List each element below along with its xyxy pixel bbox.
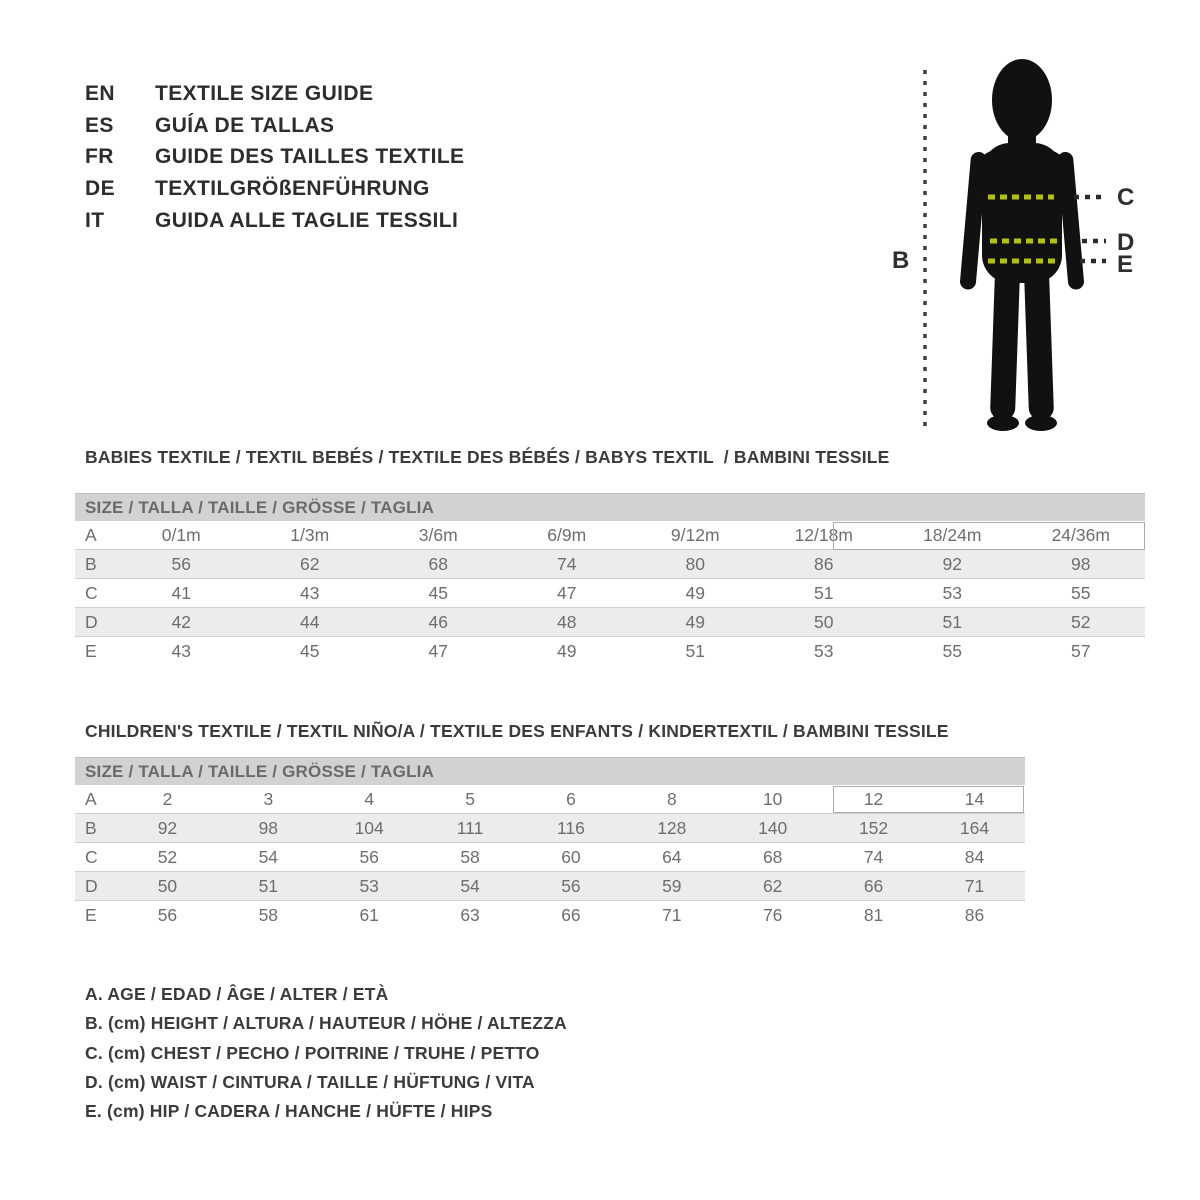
language-row-fr	[85, 142, 464, 174]
size-cell: 49	[557, 640, 577, 661]
size-cell: 14	[964, 788, 985, 809]
size-cell: 6	[566, 788, 576, 809]
row-label: B	[75, 814, 117, 843]
size-cell: 50	[117, 872, 218, 901]
size-cell: 4	[364, 788, 375, 809]
size-cell: 3	[263, 788, 274, 809]
row-label: A	[85, 524, 97, 545]
children-row-d	[75, 872, 1025, 901]
size-cell: 76	[762, 904, 783, 925]
size-cell: 111	[420, 814, 521, 843]
size-cell: 152	[823, 814, 924, 843]
size-cell: 49	[685, 582, 705, 603]
size-cell: 140	[722, 814, 823, 843]
size-cell: 61	[359, 904, 379, 925]
language-title: GUIDA ALLE TAGLIE TESSILI	[155, 209, 459, 233]
size-cell: 59	[621, 872, 722, 901]
size-cell: 56	[157, 904, 178, 925]
children-section-heading: CHILDREN'S TEXTILE / TEXTIL NIÑO/A / TEXTILE DES ENFANTS / KINDERTEXTIL / BAMBINI TESSILE	[85, 721, 949, 741]
size-cell: 58	[460, 846, 480, 867]
row-label: C	[85, 582, 98, 603]
size-cell: 51	[814, 582, 834, 603]
size-cell: 52	[157, 846, 178, 867]
size-cell: 84	[964, 846, 985, 867]
size-cell: 54	[258, 846, 279, 867]
legend-line-a: A. AGE / EDAD / ÂGE / ALTER / ETÀ	[85, 984, 389, 1005]
size-cell: 68	[374, 550, 503, 579]
children-size-header: SIZE / TALLA / TAILLE / GRÖSSE / TAGLIA	[75, 757, 1025, 785]
size-cell: 51	[888, 608, 1017, 637]
legend-line-e: E. (cm) HIP / CADERA / HANCHE / HÜFTE / HIPS	[85, 1101, 493, 1122]
children-row-c	[75, 843, 1025, 872]
size-cell: 43	[171, 640, 191, 661]
size-cell: 53	[319, 872, 420, 901]
babies-size-table	[75, 493, 1145, 665]
language-row-es	[85, 110, 464, 142]
child-silhouette	[959, 59, 1084, 431]
size-cell: 57	[1071, 640, 1091, 661]
size-cell: 0/1m	[161, 524, 201, 545]
children-row-b	[75, 814, 1025, 843]
babies-size-header: SIZE / TALLA / TAILLE / GRÖSSE / TAGLIA	[75, 493, 1145, 521]
size-cell: 71	[662, 904, 682, 925]
language-code: ES	[85, 113, 114, 137]
size-cell: 47	[428, 640, 448, 661]
size-cell: 12/18m	[794, 524, 853, 545]
size-cell: 56	[359, 846, 379, 867]
size-cell: 12	[863, 788, 884, 809]
size-cell: 74	[863, 846, 884, 867]
size-cell: 18/24m	[923, 524, 982, 545]
figure-label-c: C	[1117, 184, 1135, 211]
figure-label-d: D	[1117, 229, 1135, 256]
size-cell: 9/12m	[670, 524, 720, 545]
language-code: EN	[85, 81, 115, 105]
language-code: DE	[85, 177, 115, 201]
size-cell: 66	[823, 872, 924, 901]
size-cell: 45	[300, 640, 320, 661]
language-row-it	[85, 205, 464, 237]
babies-row-e	[75, 637, 1145, 666]
language-title: TEXTILGRÖßENFÜHRUNG	[155, 177, 430, 201]
size-cell: 74	[503, 550, 632, 579]
size-cell: 47	[557, 582, 577, 603]
size-cell: 66	[561, 904, 581, 925]
size-cell: 53	[942, 582, 962, 603]
size-cell: 98	[1017, 550, 1146, 579]
size-cell: 92	[117, 814, 218, 843]
size-cell: 5	[465, 788, 475, 809]
babies-section-heading: BABIES TEXTILE / TEXTIL BEBÉS / TEXTILE DES BÉBÉS / BABYS TEXTIL / BAMBINI TESSILE	[85, 447, 890, 467]
size-cell: 104	[319, 814, 420, 843]
size-cell: 41	[171, 582, 191, 603]
legend-line-c: C. (cm) CHEST / PECHO / POITRINE / TRUHE / PETTO	[85, 1042, 540, 1063]
size-cell: 68	[762, 846, 783, 867]
size-cell: 56	[521, 872, 622, 901]
size-cell: 86	[760, 550, 889, 579]
size-cell: 42	[117, 608, 246, 637]
children-row-a	[75, 785, 1025, 814]
language-title-list	[85, 78, 464, 237]
size-cell: 3/6m	[418, 524, 458, 545]
size-cell: 49	[631, 608, 760, 637]
size-cell: 8	[666, 788, 677, 809]
babies-row-c	[75, 579, 1145, 608]
figure-label-b: B	[892, 247, 910, 274]
babies-row-b	[75, 550, 1145, 579]
size-cell: 116	[521, 814, 622, 843]
size-cell: 80	[631, 550, 760, 579]
child-measurement-figure	[870, 40, 1200, 460]
row-label: D	[75, 872, 117, 901]
size-cell: 24/36m	[1051, 524, 1110, 545]
size-cell: 63	[460, 904, 480, 925]
size-cell: 51	[218, 872, 319, 901]
children-row-e	[75, 901, 1025, 930]
size-cell: 10	[762, 788, 783, 809]
babies-row-d	[75, 608, 1145, 637]
size-cell: 62	[722, 872, 823, 901]
size-cell: 58	[258, 904, 279, 925]
size-cell: 71	[924, 872, 1025, 901]
language-title: GUÍA DE TALLAS	[155, 113, 335, 137]
children-size-table	[75, 757, 1025, 929]
row-label: C	[85, 846, 98, 867]
size-cell: 51	[685, 640, 705, 661]
size-cell: 64	[662, 846, 682, 867]
size-cell: 81	[863, 904, 884, 925]
size-cell: 55	[1071, 582, 1091, 603]
language-code: FR	[85, 145, 114, 169]
row-label: D	[75, 608, 117, 637]
size-cell: 48	[503, 608, 632, 637]
size-cell: 50	[760, 608, 889, 637]
language-title: GUIDE DES TAILLES TEXTILE	[155, 145, 465, 169]
size-cell: 6/9m	[547, 524, 587, 545]
language-title: TEXTILE SIZE GUIDE	[155, 81, 374, 105]
row-label: B	[75, 550, 117, 579]
size-cell: 54	[420, 872, 521, 901]
figure-label-e: E	[1117, 251, 1134, 278]
language-code: IT	[85, 209, 105, 233]
measurement-legend	[85, 980, 567, 1126]
size-cell: 86	[964, 904, 985, 925]
size-cell: 46	[374, 608, 503, 637]
row-label: A	[85, 788, 97, 809]
size-cell: 43	[300, 582, 320, 603]
row-label: E	[85, 904, 97, 925]
size-cell: 98	[218, 814, 319, 843]
size-cell: 44	[246, 608, 375, 637]
size-cell: 1/3m	[290, 524, 330, 545]
legend-line-d: D. (cm) WAIST / CINTURA / TAILLE / HÜFTUNG / VITA	[85, 1072, 535, 1093]
row-label: E	[85, 640, 97, 661]
size-cell: 2	[162, 788, 173, 809]
size-cell: 60	[561, 846, 581, 867]
size-cell: 164	[924, 814, 1025, 843]
size-cell: 62	[246, 550, 375, 579]
babies-row-a	[75, 521, 1145, 550]
size-cell: 45	[428, 582, 448, 603]
size-cell: 53	[814, 640, 834, 661]
language-row-en	[85, 78, 464, 110]
size-cell: 55	[942, 640, 962, 661]
size-cell: 56	[117, 550, 246, 579]
size-cell: 128	[621, 814, 722, 843]
language-row-de	[85, 173, 464, 205]
size-cell: 52	[1017, 608, 1146, 637]
legend-line-b: B. (cm) HEIGHT / ALTURA / HAUTEUR / HÖHE / ALTEZZA	[85, 1013, 567, 1034]
size-cell: 92	[888, 550, 1017, 579]
